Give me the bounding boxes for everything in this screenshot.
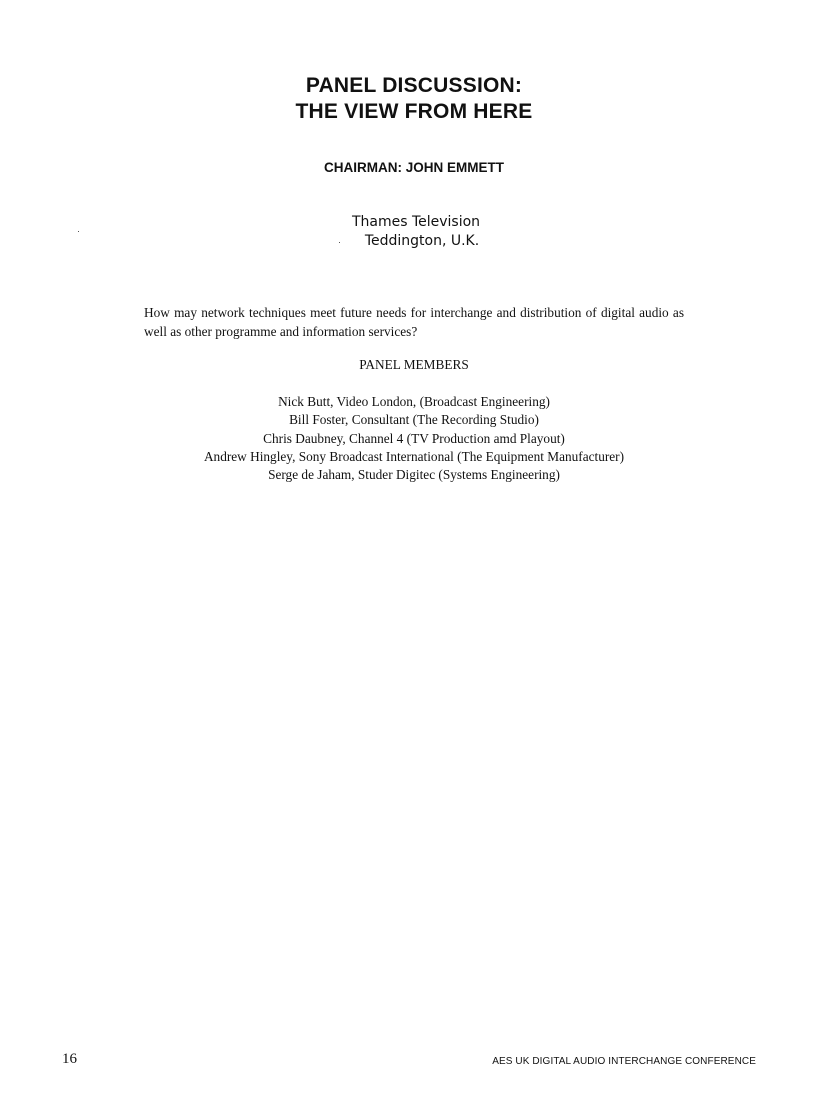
panel-member: Nick Butt, Video London, (Broadcast Engineering) — [278, 394, 550, 409]
scan-speck — [78, 231, 79, 232]
affiliation-location: Teddington, U.K. — [364, 233, 480, 249]
panel-member: Andrew Hingley, Sony Broadcast International (The Equipment Manufacturer) — [203, 448, 625, 464]
panel-member: Bill Foster, Consultant (The Recording Studio) — [289, 412, 539, 428]
title-line-2: THE VIEW FROM HERE — [295, 100, 533, 123]
running-footer-title: AES UK DIGITAL AUDIO INTERCHANGE CONFERENCE — [492, 1056, 756, 1067]
discussion-question: How may network techniques meet future needs for interchange and distribution of digital audio as well as other programme and information services? — [144, 305, 684, 339]
panel-member: Serge de Jaham, Studer Digitec (Systems Engineering) — [268, 467, 560, 483]
panel-members-heading: PANEL MEMBERS — [359, 357, 469, 372]
panel-members-list — [0, 393, 828, 484]
affiliation-organization: Thames Television — [351, 214, 481, 230]
page-number: 16 — [62, 1051, 77, 1067]
panel-member: Chris Daubney, Channel 4 (TV Production amd Playout) — [263, 430, 565, 446]
chairman-line: CHAIRMAN: JOHN EMMETT — [324, 160, 504, 175]
scan-speck — [339, 242, 340, 243]
title-line-1: PANEL DISCUSSION: — [305, 74, 523, 97]
